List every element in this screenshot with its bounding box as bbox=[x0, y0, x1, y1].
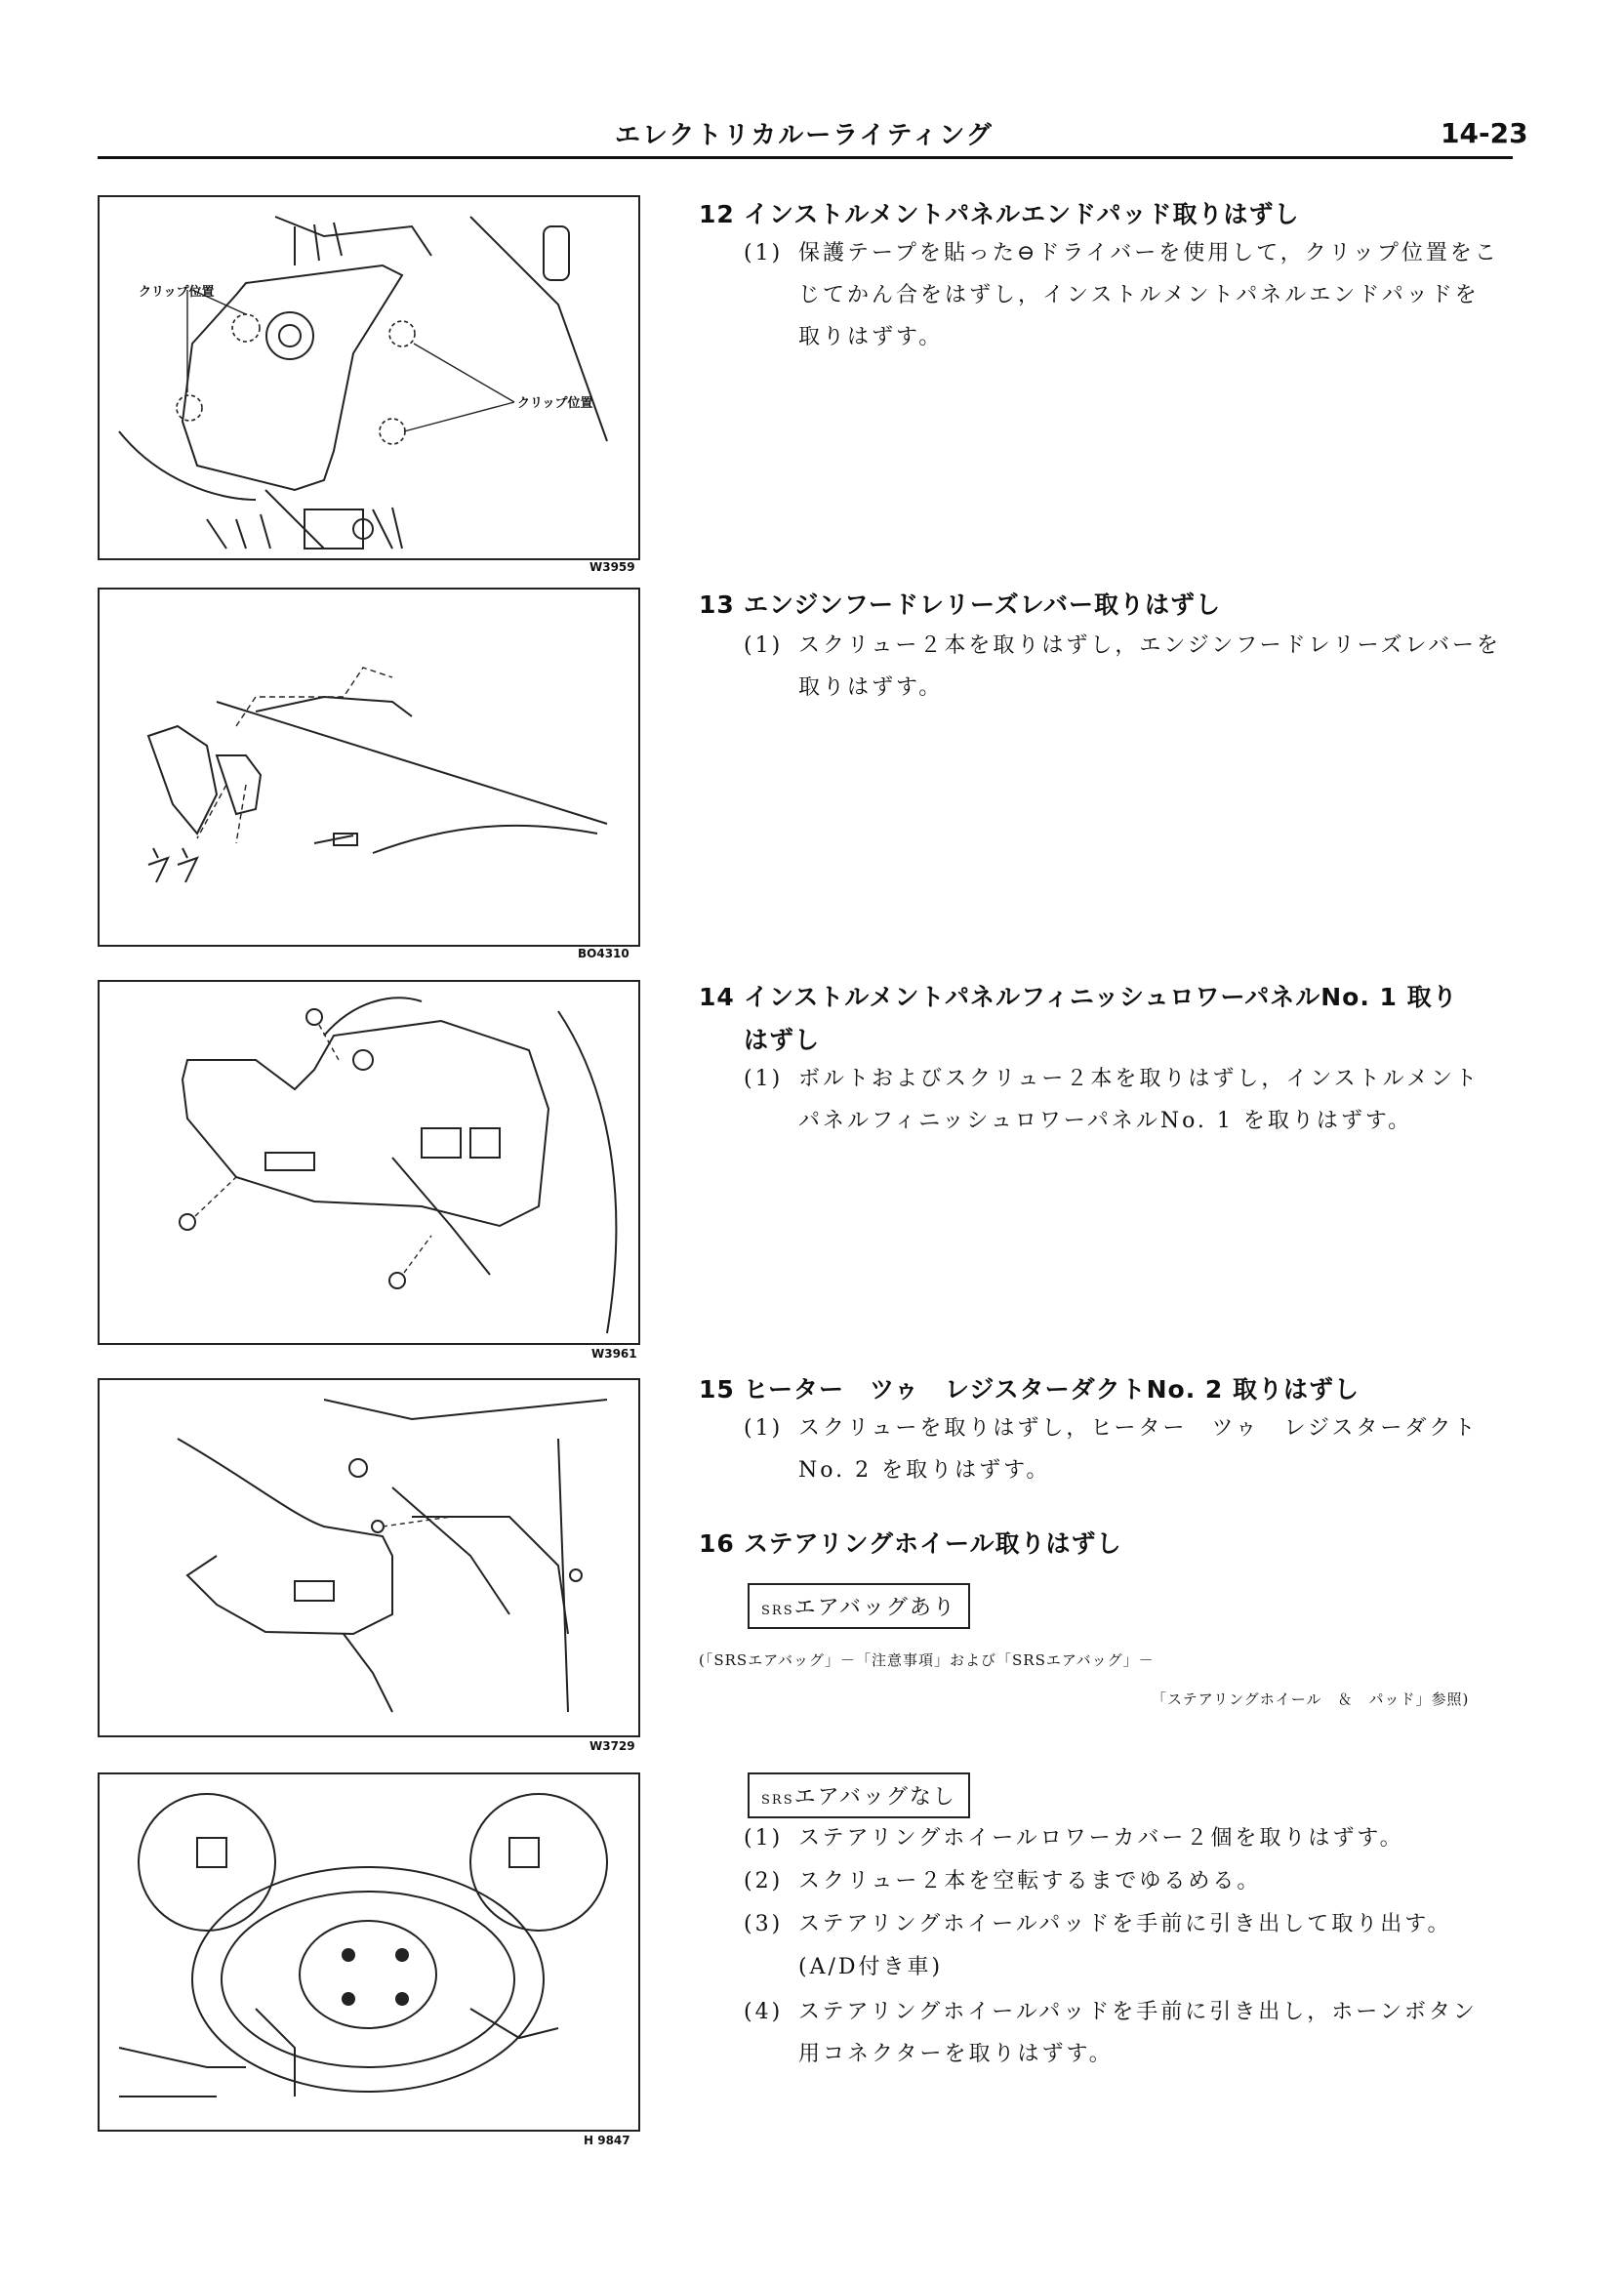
item-text: (A/D付き車) bbox=[798, 1955, 944, 1979]
figure-end-pad bbox=[98, 195, 640, 560]
step-15-item-1 bbox=[744, 1407, 1501, 1491]
srs-airbag-without-box bbox=[748, 1772, 970, 1818]
step-14-heading-cont bbox=[744, 1021, 820, 1056]
step-14-heading bbox=[699, 978, 1458, 1013]
step-title-line2: はずし bbox=[744, 1026, 821, 1054]
step-title: エンジンフードレリーズレバー取りはずし bbox=[744, 590, 1222, 619]
step-13-heading bbox=[699, 586, 1221, 621]
item-text: ボルトおよびスクリュー２本を取りはずし，インストルメントパネルフィニッシュロワーパネルNo. 1 を取りはずす。 bbox=[798, 1067, 1481, 1133]
item-text: スクリュー２本を取りはずし，エンジンフードレリーズレバーを取りはずす。 bbox=[798, 633, 1501, 700]
figure-code-h9847: H 9847 bbox=[584, 2134, 630, 2147]
hood-release-illustration bbox=[100, 590, 638, 945]
box-label: エアバッグあり bbox=[793, 1596, 956, 1620]
figure-hood-release bbox=[98, 588, 640, 947]
step-15-heading bbox=[699, 1370, 1360, 1405]
step-16-item-4 bbox=[744, 1991, 1501, 2075]
item-number: (4) bbox=[744, 2000, 784, 2024]
step-title-line1: インストルメントパネルフィニッシュロワーパネルNo. 1 取り bbox=[744, 983, 1458, 1011]
box-label: エアバッグなし bbox=[793, 1785, 956, 1810]
step-12-item-1 bbox=[744, 232, 1501, 358]
steering-wheel-illustration bbox=[100, 1774, 638, 2130]
item-number: (1) bbox=[744, 1067, 784, 1091]
item-text: ステアリングホイールロワーカバー２個を取りはずす。 bbox=[798, 1826, 1404, 1851]
callout-clip-left: クリップ位置 bbox=[139, 285, 215, 300]
item-text: ステアリングホイールパッドを手前に引き出し，ホーンボタン用コネクターを取りはずす。 bbox=[798, 2000, 1478, 2066]
step-number: 14 bbox=[699, 983, 735, 1011]
end-pad-illustration bbox=[100, 197, 638, 558]
step-16-item-1 bbox=[744, 1817, 1501, 1859]
step-title: ヒーター ツゥ レジスターダクトNo. 2 取りはずし bbox=[744, 1375, 1360, 1404]
callout-clip-right: クリップ位置 bbox=[517, 396, 593, 411]
figure-register-duct bbox=[98, 1378, 640, 1737]
figure-code-w3959: W3959 bbox=[589, 560, 635, 574]
figure-steering-wheel bbox=[98, 1772, 640, 2132]
reference-line-1: (「SRSエアバッグ」－「注意事項」および「SRSエアバッグ」－ bbox=[699, 1651, 1155, 1669]
page-header-title: エレクトリカルーライティング bbox=[615, 121, 994, 150]
step-13-item-1 bbox=[744, 625, 1501, 709]
step-title: ステアリングホイール取りはずし bbox=[744, 1529, 1122, 1558]
item-number: (3) bbox=[744, 1912, 784, 1936]
step-number: 15 bbox=[699, 1375, 735, 1404]
step-16-item-2 bbox=[744, 1860, 1501, 1902]
item-number: (1) bbox=[744, 1416, 784, 1441]
figure-code-w3729: W3729 bbox=[589, 1739, 635, 1753]
page-number: 14-23 bbox=[1441, 117, 1528, 149]
step-16-item-3-note bbox=[744, 1946, 1501, 1988]
item-number: (2) bbox=[744, 1869, 784, 1893]
srs-mark: SRS bbox=[761, 1604, 794, 1618]
item-text: 保護テープを貼った⊖ドライバーを使用して，クリップ位置をこじてかん合をはずし，インストルメントパネルエンドパッドを取りはずす。 bbox=[798, 241, 1499, 349]
item-text: ステアリングホイールパッドを手前に引き出して取り出す。 bbox=[798, 1912, 1452, 1936]
register-duct-illustration bbox=[100, 1380, 638, 1735]
step-number: 12 bbox=[699, 200, 735, 228]
item-text: スクリューを取りはずし，ヒーター ツゥ レジスターダクトNo. 2 を取りはずす。 bbox=[798, 1416, 1479, 1483]
step-12-heading bbox=[699, 195, 1300, 230]
step-number: 16 bbox=[699, 1529, 735, 1558]
srs-airbag-with-box bbox=[748, 1583, 970, 1629]
step-number: 13 bbox=[699, 590, 735, 619]
item-number: (1) bbox=[744, 1826, 784, 1851]
reference-line-2: 「ステアリングホイール ＆ パッド」参照) bbox=[1152, 1690, 1470, 1708]
srs-mark: SRS bbox=[761, 1793, 794, 1808]
item-text: スクリュー２本を空転するまでゆるめる。 bbox=[798, 1869, 1262, 1893]
figure-finish-lower-panel bbox=[98, 980, 640, 1345]
header-rule bbox=[98, 156, 1513, 159]
figure-code-bo4310: BO4310 bbox=[578, 947, 629, 960]
item-number: (1) bbox=[744, 241, 784, 265]
step-title: インストルメントパネルエンドパッド取りはずし bbox=[744, 200, 1300, 228]
step-14-item-1 bbox=[744, 1058, 1501, 1142]
step-16-item-3 bbox=[744, 1903, 1501, 1945]
finish-lower-panel-illustration bbox=[100, 982, 638, 1343]
item-number: (1) bbox=[744, 633, 784, 658]
figure-code-w3961: W3961 bbox=[591, 1347, 637, 1361]
step-16-heading bbox=[699, 1525, 1122, 1560]
